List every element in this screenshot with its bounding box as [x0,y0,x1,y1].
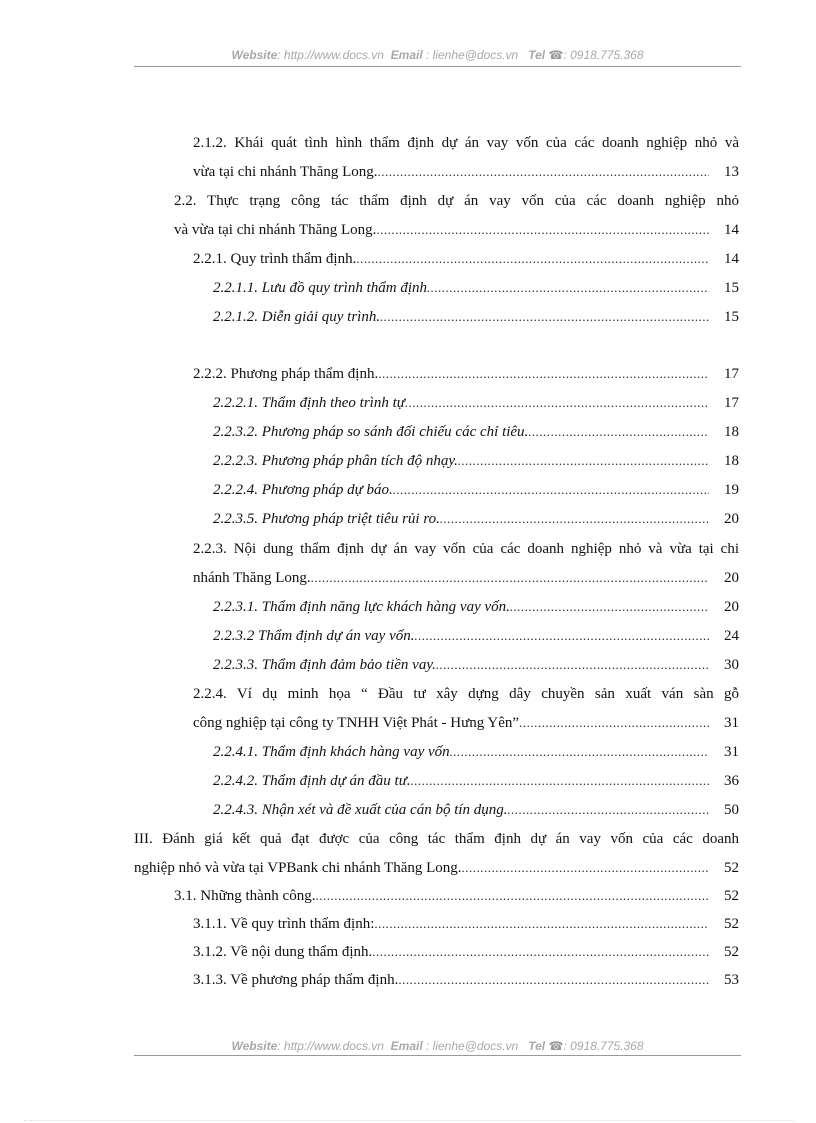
toc-entry-III-line1: III. Đánh giá kết quả đạt được của công tác thẩm định dự án vay vốn của các doanh [134,831,739,847]
toc-entry-2-2-2-3[interactable]: 2.2.2.3. Phương pháp phân tích độ nhạy. ..... 18 [213,449,739,473]
toc-entry-2-2-2-4[interactable]: 2.2.2.4. Phương pháp dự báo. ..... 19 [213,478,739,502]
toc-entry-2-2-3-1[interactable]: 2.2.3.1. Thẩm định năng lực khách hàng vay vốn. ..... 20 [213,595,739,619]
leader-dots [528,420,709,444]
page-number: 20 [724,570,739,586]
page-number: 31 [724,744,739,760]
page-number: 20 [724,599,739,615]
page-number: 31 [724,715,739,731]
page-number: 17 [724,395,739,411]
leader-dots [311,566,709,590]
page-number: 20 [724,511,739,527]
toc-entry-III[interactable]: nghiệp nhỏ và vừa tại VPBank chi nhánh Thăng Long. ..... 52 [134,856,739,880]
phone-icon: ☎ [548,1039,564,1053]
page-number: 52 [724,944,739,960]
leader-dots [427,276,709,300]
page-footer [134,1039,741,1059]
toc-entry-2-2-4-2[interactable]: 2.2.4.2. Thẩm định dự án đầu tư. ..... 36 [213,769,739,793]
toc-entry-2-2-2[interactable]: 2.2.2. Phương pháp thẩm định. ..... 17 [193,362,739,386]
website-label: Website [231,48,278,62]
toc-entry-2-2-3-line1: 2.2.3. Nội dung thẩm định dự án vay vốn của các doanh nghiệp nhỏ và vừa tại chi [193,541,739,557]
toc-entry-2-2-3-5[interactable]: 2.2.3.5. Phương pháp triệt tiêu rủi ro. ..... 20 [213,507,739,531]
leader-dots [398,968,709,992]
page-number: 24 [724,628,739,644]
website-label: Website [231,1039,278,1053]
footer-rule [134,1055,741,1056]
page-number: 36 [724,773,739,789]
tel-label: Tel [528,48,546,62]
page-number: 18 [724,453,739,469]
website-url[interactable]: : http://www.docs.vn [277,1039,384,1053]
page-number: 17 [724,366,739,382]
leader-dots [372,940,709,964]
leader-dots [393,478,709,502]
tel-value: : 0918.775.368 [563,1039,644,1053]
toc-entry-2-2-1-1[interactable]: 2.2.1.1. Lưu đồ quy trình thẩm định ..... 15 [213,276,739,300]
header-rule [134,66,741,67]
website-url[interactable]: : http://www.docs.vn [277,48,384,62]
page-number: 52 [724,888,739,904]
page-number: 13 [724,164,739,180]
leader-dots [376,218,709,242]
page-number: 14 [724,251,739,267]
phone-icon: ☎ [548,48,564,62]
page-number: 15 [724,309,739,325]
toc-entry-3-1[interactable]: 3.1. Những thành công. ..... 52 [174,884,739,908]
leader-dots [462,856,709,880]
toc-entry-3-1-3[interactable]: 3.1.3. Về phương pháp thẩm định. ..... 53 [193,968,739,992]
leader-dots [436,653,709,677]
leader-dots [374,912,709,936]
toc-entry-2-2-4-line1: 2.2.4. Ví dụ minh họa “ Đầu tư xây dựng dây chuyền sản xuất ván sàn gỗ [193,686,739,702]
page-number: 18 [724,424,739,440]
page-header [134,48,741,68]
email-label: Email [390,1039,423,1053]
toc-entry-2-2-3-2[interactable]: 2.2.3.2. Phương pháp so sánh đối chiếu các chỉ tiêu. ..... 18 [213,420,739,444]
email-value[interactable]: : lienhe@docs.vn [426,48,519,62]
page-bottom-border [24,1120,794,1121]
page-number: 30 [724,657,739,673]
leader-dots [510,595,709,619]
tel-value: : 0918.775.368 [563,48,644,62]
page-number: 50 [724,802,739,818]
page-number: 52 [724,860,739,876]
toc-entry-2-2[interactable]: và vừa tại chi nhánh Thăng Long. ..... 14 [174,218,739,242]
toc-entry-2-2-4[interactable]: công nghiệp tại công ty TNHH Việt Phát - Hưng Yên” ..... 31 [193,711,739,735]
leader-dots [450,740,709,764]
email-value[interactable]: : lienhe@docs.vn [426,1039,519,1053]
toc-entry-2-2-1[interactable]: 2.2.1. Quy trình thẩm định. ..... 14 [193,247,739,271]
page-number: 53 [724,972,739,988]
toc-entry-3-1-1[interactable]: 3.1.1. Về quy trình thẩm định: ..... 52 [193,912,739,936]
page-number: 15 [724,280,739,296]
leader-dots [380,305,709,329]
leader-dots [415,624,710,648]
leader-dots [405,391,709,415]
page-number: 14 [724,222,739,238]
leader-dots [458,449,709,473]
page-number: 52 [724,916,739,932]
toc-entry-2-2-3[interactable]: nhánh Thăng Long. ..... 20 [193,566,739,590]
leader-dots [378,362,709,386]
leader-dots [508,798,709,822]
toc-entry-3-1-2[interactable]: 3.1.2. Về nội dung thẩm định. ..... 52 [193,940,739,964]
toc-entry-2-1-2[interactable]: vừa tại chi nhánh Thăng Long. ..... 13 [193,160,739,184]
toc-entry-2-1-2-line1: 2.1.2. Khái quát tình hình thẩm định dự án vay vốn của các doanh nghiệp nhỏ và [193,135,739,151]
leader-dots [440,507,709,531]
toc-entry-2-2-1-2[interactable]: 2.2.1.2. Diễn giải quy trình. ..... 15 [213,305,739,329]
toc-entry-2-2-2-1[interactable]: 2.2.2.1. Thẩm định theo trình tự ..... 17 [213,391,739,415]
leader-dots [315,884,709,908]
leader-dots [411,769,709,793]
toc-entry-2-2-4-3[interactable]: 2.2.4.3. Nhận xét và đề xuất của cán bộ tín dụng. ..... 50 [213,798,739,822]
leader-dots [356,247,709,271]
email-label: Email [390,48,423,62]
toc-entry-2-2-3-3[interactable]: 2.2.3.3. Thẩm định đảm bảo tiền vay. ..... 30 [213,653,739,677]
toc-entry-2-2-4-1[interactable]: 2.2.4.1. Thẩm định khách hàng vay vốn ..... 31 [213,740,739,764]
page-number: 19 [724,482,739,498]
toc-entry-2-2-3-2b[interactable]: 2.2.3.2 Thẩm định dự án vay vốn. ..... 24 [213,624,739,648]
tel-label: Tel [528,1039,546,1053]
leader-dots [377,160,709,184]
leader-dots [519,711,709,735]
toc-entry-2-2-line1: 2.2. Thực trạng công tác thẩm định dự án vay vốn của các doanh nghiệp nhỏ [174,193,739,209]
